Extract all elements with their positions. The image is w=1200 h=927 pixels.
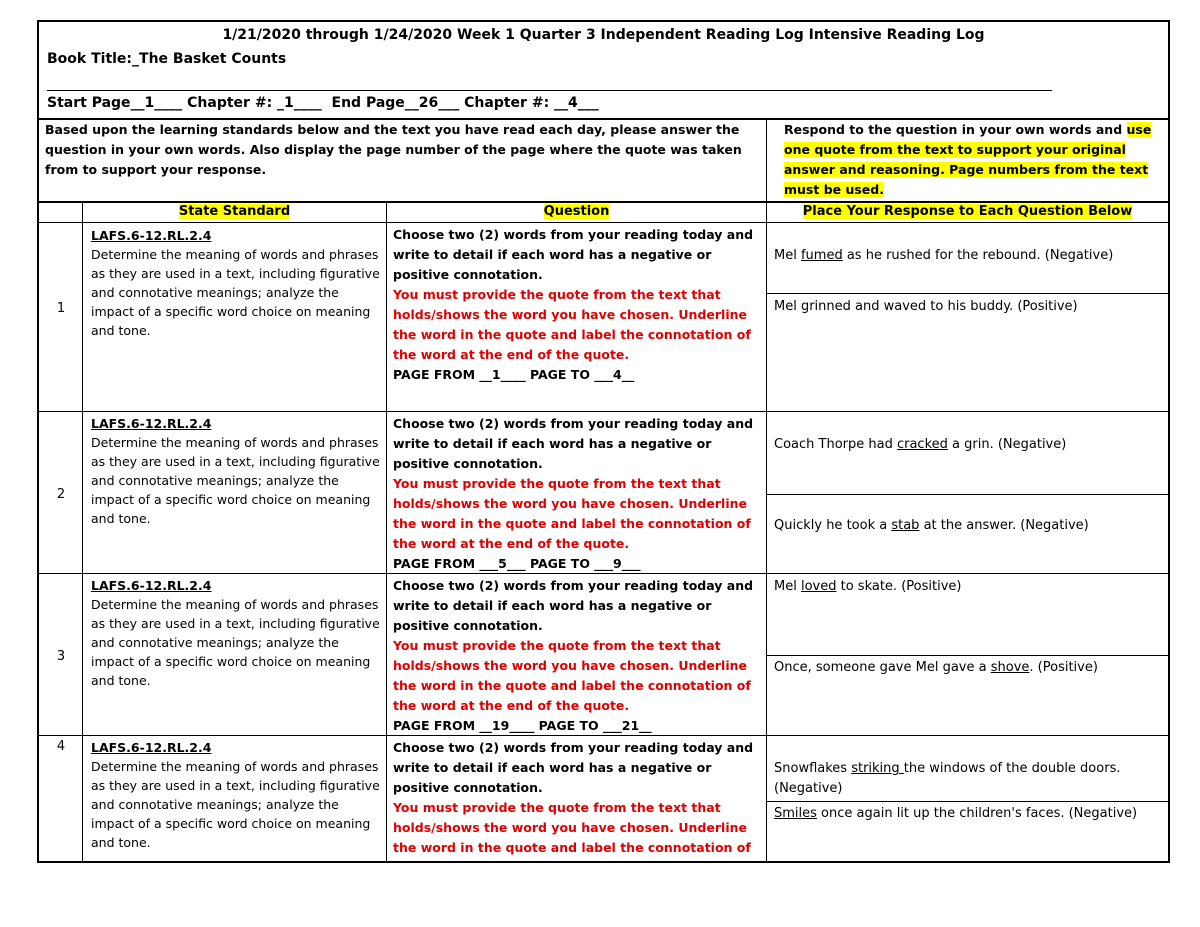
standard-cell <box>91 738 381 852</box>
reading-log-table <box>37 20 1170 863</box>
question-instruction: You must provide the quote from the text that holds/shows the word you have chosen. Underline the word in the quote and label the connotation of the word at the end of the quote. <box>393 476 751 551</box>
question-text: Choose two (2) words from your reading today and write to detail if each word has a negative or positive connotation. <box>393 740 754 795</box>
instructions-right-highlight: use one quote from the text to support your original answer and reasoning. Page numbers from the text must be used. <box>784 122 1152 197</box>
instructions-right-plain: Respond to the question in your own words and <box>784 122 1127 137</box>
standard-text: Determine the meaning of words and phrases as they are used in a text, including figurative and connotative meanings; analyze the impact of a specific word choice on meaning and tone. <box>91 435 380 526</box>
underlined-word: loved <box>800 579 837 594</box>
response-1[interactable]: Coach Thorpe had cracked a grin. (Negative) <box>774 437 1067 452</box>
question-cell <box>393 576 761 736</box>
standard-cell <box>91 226 381 340</box>
column-header-question: Question <box>543 204 610 219</box>
underlined-word: cracked <box>896 437 948 452</box>
standard-code: LAFS.6-12.RL.2.4 <box>91 228 212 243</box>
divider <box>767 801 1168 802</box>
question-text: Choose two (2) words from your reading today and write to detail if each word has a negative or positive connotation. <box>393 416 754 471</box>
response-2[interactable]: Smiles once again lit up the children's faces. (Negative) <box>774 806 1138 821</box>
row-number: 2 <box>56 487 66 502</box>
divider <box>767 411 1168 412</box>
instructions-row <box>39 118 1168 203</box>
log-title: 1/21/2020 through 1/24/2020 Week 1 Quarter 3 Independent Reading Log Intensive Reading Log <box>222 27 985 43</box>
divider <box>39 222 1168 223</box>
log-header <box>39 22 1168 120</box>
response-1[interactable]: Mel fumed as he rushed for the rebound. (Negative) <box>774 248 1114 263</box>
response-2[interactable]: Once, someone gave Mel gave a shove. (Positive) <box>774 660 1098 675</box>
standard-code: LAFS.6-12.RL.2.4 <box>91 740 212 755</box>
question-pages: PAGE FROM __1____ PAGE TO ___4__ <box>393 367 635 382</box>
question-instruction: You must provide the quote from the text that holds/shows the word you have chosen. Underline the word in the quote and label the connotation of the word at the end of the quote. <box>393 287 751 362</box>
page-chapter-line: Start Page__1____ Chapter #: _1____ End Page__26___ Chapter #: __4___ <box>47 95 599 111</box>
response-1[interactable]: Mel loved to skate. (Positive) <box>774 579 962 594</box>
underlined-word: Smiles <box>774 806 817 821</box>
divider <box>767 293 1168 294</box>
underlined-word: shove <box>990 660 1030 675</box>
question-cell <box>393 225 761 385</box>
response-1[interactable]: Snowflakes striking the windows of the double doors. (Negative) <box>774 761 1121 796</box>
divider <box>767 494 1168 495</box>
question-instruction: You must provide the quote from the text that holds/shows the word you have chosen. Underline the word in the quote and label the connotation of <box>393 800 751 855</box>
column-header-response: Place Your Response to Each Question Below <box>802 204 1133 219</box>
underlined-word: striking <box>851 761 904 776</box>
question-instruction: You must provide the quote from the text that holds/shows the word you have chosen. Underline the word in the quote and label the connotation of the word at the end of the quote. <box>393 638 751 713</box>
divider <box>767 655 1168 656</box>
divider <box>386 202 387 861</box>
row-number: 1 <box>56 301 66 316</box>
underlined-word: stab <box>891 518 920 533</box>
row-number: 3 <box>56 649 66 664</box>
question-cell <box>393 738 761 858</box>
question-pages: PAGE FROM __19____ PAGE TO ___21__ <box>393 718 652 733</box>
standard-text: Determine the meaning of words and phrases as they are used in a text, including figurative and connotative meanings; analyze the impact of a specific word choice on meaning and tone. <box>91 597 380 688</box>
row-number: 4 <box>56 739 66 754</box>
standard-text: Determine the meaning of words and phrases as they are used in a text, including figurative and connotative meanings; analyze the impact of a specific word choice on meaning and tone. <box>91 759 380 850</box>
question-text: Choose two (2) words from your reading today and write to detail if each word has a negative or positive connotation. <box>393 578 754 633</box>
response-2[interactable]: Quickly he took a stab at the answer. (Negative) <box>774 518 1089 533</box>
question-text: Choose two (2) words from your reading today and write to detail if each word has a negative or positive connotation. <box>393 227 754 282</box>
divider <box>47 90 1052 91</box>
standard-cell <box>91 414 381 528</box>
standard-code: LAFS.6-12.RL.2.4 <box>91 578 212 593</box>
response-2[interactable]: Mel grinned and waved to his buddy. (Positive) <box>774 299 1078 314</box>
question-pages: PAGE FROM ___5___ PAGE TO ___9___ <box>393 556 641 571</box>
standard-cell <box>91 576 381 690</box>
divider <box>766 118 767 201</box>
instructions-left: Based upon the learning standards below and the text you have read each day, please answer the question in your own words. Also display the page number of the page where the quote was taken from to support your response. <box>45 122 742 177</box>
standard-code: LAFS.6-12.RL.2.4 <box>91 416 212 431</box>
book-title: Book Title:_The Basket Counts <box>47 51 287 67</box>
question-cell <box>393 414 761 574</box>
divider <box>766 202 767 861</box>
underlined-word: fumed <box>800 248 843 263</box>
column-header-standard: State Standard <box>178 204 291 219</box>
instructions-right <box>784 120 1164 200</box>
standard-text: Determine the meaning of words and phrases as they are used in a text, including figurative and connotative meanings; analyze the impact of a specific word choice on meaning and tone. <box>91 247 380 338</box>
